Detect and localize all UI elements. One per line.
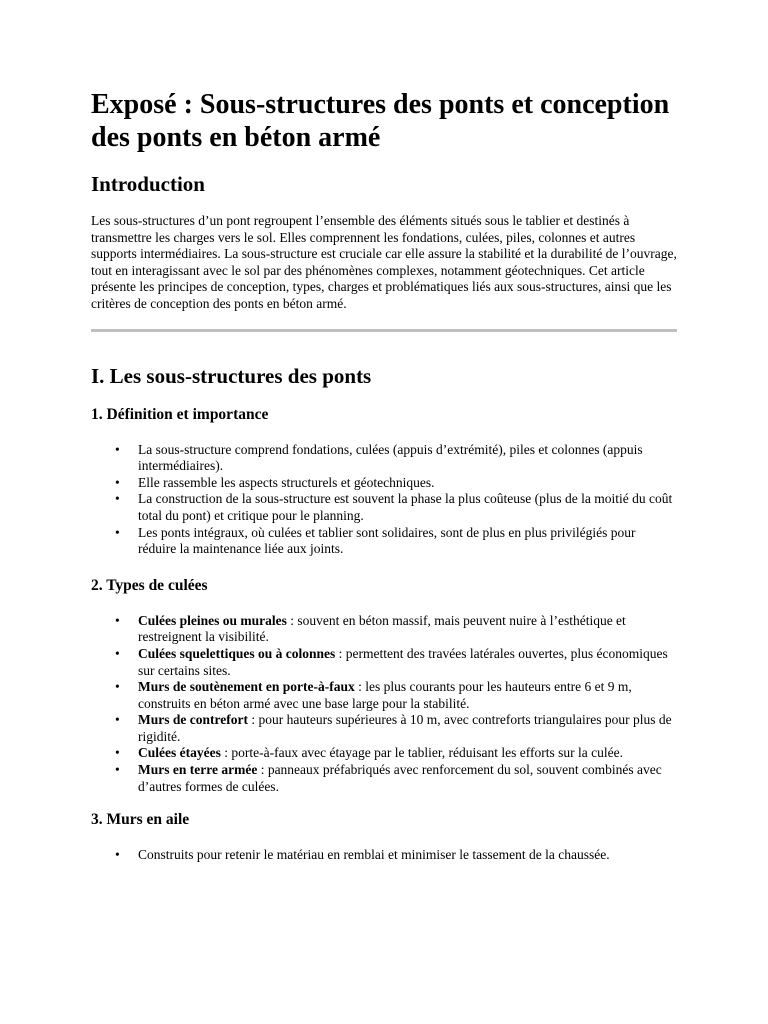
document-title: Exposé : Sous-structures des ponts et conception des ponts en béton armé bbox=[91, 89, 670, 153]
list-item bbox=[138, 613, 677, 646]
definition-list bbox=[91, 442, 677, 558]
list-item-desc: : souvent en béton massif, mais peuvent nuire à l’esthétique et restreignent la visibilité. bbox=[138, 612, 626, 645]
list-item: • Construits pour retenir le matériau en remblai et minimiser le tassement de la chaussée. bbox=[138, 847, 677, 864]
list-item-term: Murs de contrefort bbox=[138, 712, 248, 728]
wing-walls-list bbox=[91, 847, 677, 864]
abutment-types-list bbox=[91, 613, 677, 796]
list-item-term: Culées pleines ou murales bbox=[138, 612, 287, 628]
list-item-desc: : permettent des travées latérales ouvertes, plus économiques sur certains sites. bbox=[138, 645, 668, 678]
list-item: • Elle rassemble les aspects structurels et géotechniques. bbox=[138, 475, 677, 492]
section-1-heading: I. Les sous-structures des ponts bbox=[91, 363, 372, 388]
list-item-desc: : pour hauteurs supérieures à 10 m, avec contreforts triangulaires pour plus de rigidité. bbox=[138, 712, 672, 744]
introduction-heading: Introduction bbox=[91, 172, 205, 196]
list-item-desc: : porte-à-faux avec étayage par le tablier, réduisant les efforts sur la culée. bbox=[220, 745, 623, 761]
list-item bbox=[138, 745, 677, 762]
list-item-desc: : les plus courants pour les hauteurs entre 6 et 9 m, construits en béton armé avec une base large pour la stabilité. bbox=[138, 679, 632, 711]
list-item: • Les ponts intégraux, où culées et tablier sont solidaires, sont de plus en plus privilégiés pour réduire la maintenance liée aux joints. bbox=[138, 525, 677, 558]
list-item-term: Murs de soutènement en porte-à-faux bbox=[138, 679, 355, 695]
list-item bbox=[138, 646, 677, 679]
list-item-desc: : panneaux préfabriqués avec renforcement du sol, souvent combinés avec d’autres formes de culées. bbox=[138, 762, 662, 794]
list-item: • La construction de la sous-structure est souvent la phase la plus coûteuse (plus de la moitié du coût total du pont) et critique pour le planning. bbox=[138, 491, 677, 524]
subsection-3-heading: 3. Murs en aile bbox=[91, 811, 190, 829]
list-item-term: Murs en terre armée bbox=[138, 762, 258, 778]
subsection-1-heading: 1. Définition et importance bbox=[91, 405, 269, 423]
list-item bbox=[138, 679, 677, 712]
list-item-term: Culées squelettiques ou à colonnes bbox=[138, 645, 336, 661]
list-item bbox=[138, 762, 677, 795]
list-item: • La sous-structure comprend fondations, culées (appuis d’extrémité), piles et colonnes (appuis intermédiaires). bbox=[138, 442, 677, 475]
section-divider bbox=[91, 329, 677, 332]
subsection-2-heading: 2. Types de culées bbox=[91, 576, 208, 594]
list-item-term: Culées étayées bbox=[138, 745, 221, 761]
introduction-paragraph: Les sous-structures d’un pont regroupent l’ensemble des éléments situés sous le tablier et destinés à transmettre les charges vers le sol. Elles comprennent les fondations, culées, piles, colonnes et autres supports intermédiaires. La sous-structure est cruciale car elle assure la stabilité et la durabilité de l’ouvrage, tout en interagissant avec le sol par des phénomènes complexes, notamment géotechniques. Cet article présente les principes de conception, types, charges et problématiques liés aux sous-structures, ainsi que les critères de conception des ponts en béton armé. bbox=[91, 213, 677, 311]
list-item bbox=[138, 712, 677, 745]
